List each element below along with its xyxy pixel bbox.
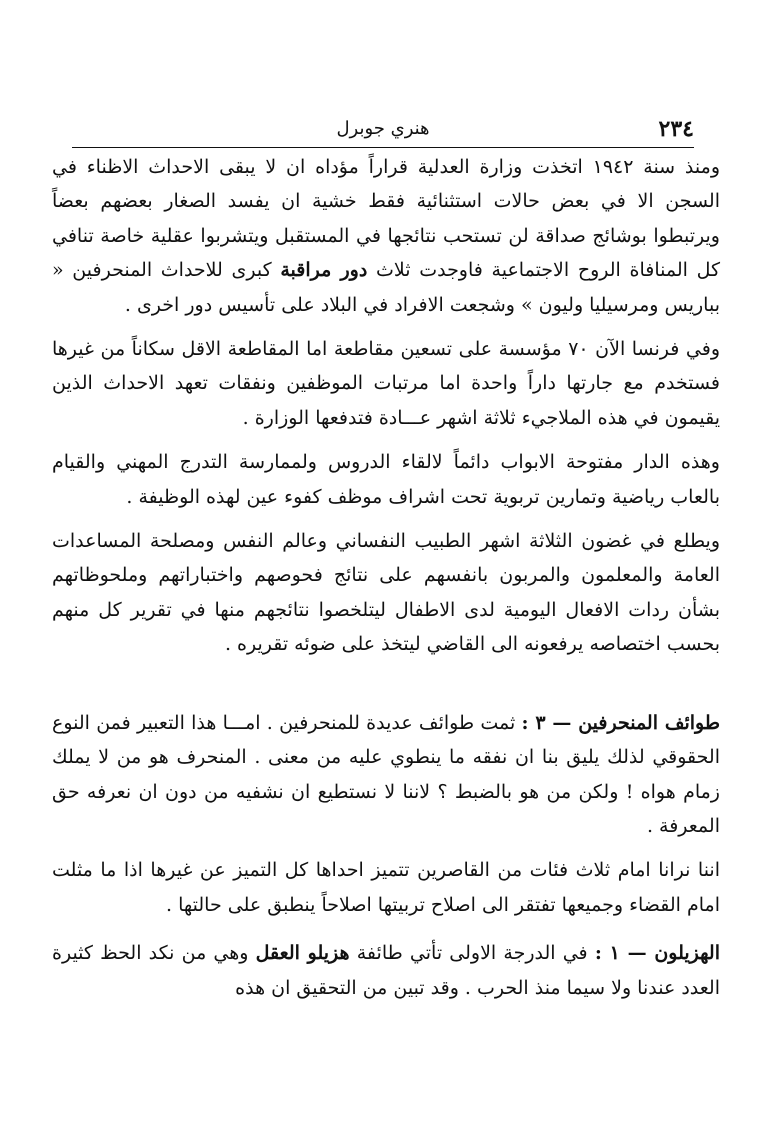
paragraph-house-activities bbox=[52, 445, 720, 514]
paragraph-text: في الدرجة الاولى تأتي طائفة bbox=[356, 942, 588, 965]
header-rule bbox=[72, 147, 694, 148]
paragraph-reports bbox=[52, 524, 720, 662]
page-body bbox=[52, 150, 720, 1005]
paragraph-observation-houses bbox=[52, 150, 720, 322]
section-heading-deviant-types: طوائف المنحرفين — ٣ : bbox=[521, 711, 720, 734]
page-number: ٢٣٤ bbox=[658, 116, 694, 142]
paragraph-feeble-minded bbox=[52, 936, 720, 1005]
paragraph-text: وفي فرنسا الآن ٧٠ مؤسسة على تسعين مقاطعة اما المقاطعة الاقل سكاناً من غيرها فستخدم مع جارتها داراً واحدة اما مرتبات الموظفين ونفقات تعهد الاحداث الذين يقيمون في هذه الملاجيء ثلاثة اشهر عـــادة فتدفعها الوزارة . bbox=[52, 338, 720, 429]
paragraph-institutions bbox=[52, 332, 720, 435]
section-heading-feeble-minded: الهزيلون — ١ : bbox=[594, 942, 720, 965]
bold-term-feeble-minded: هزيلو العقل bbox=[255, 942, 350, 965]
paragraph-text: اننا نرانا امام ثلاث فئات من القاصرين تتميز احداها كل التميز عن غيرها اذا ما مثلت امام القضاء وجميعها تفتقر الى اصلاح تربيتها اصلاحاً ينطبق على حالتها . bbox=[52, 859, 720, 916]
paragraph-deviant-types bbox=[52, 706, 720, 844]
paragraph-text: وهذه الدار مفتوحة الابواب دائماً لالقاء الدروس ولممارسة التدرج المهني والقيام بالعاب رياضية وتمارين تربوية تحت اشراف موظف كفوء عين لهذه الوظيفة . bbox=[52, 451, 720, 508]
paragraph-text: وهي من نكد الحظ كثيرة العدد عندنا ولا سيما منذ الحرب . وقد تبين من التحقيق ان هذه bbox=[52, 942, 720, 999]
bold-term-observation-houses: دور مراقبة bbox=[280, 259, 368, 282]
paragraph-text: ثمت طوائف عديدة للمنحرفين . امـــا هذا التعبير فمن النوع الحقوقي لذلك يليق بنا ان نفقه ما ينطوي عليه من معنى . المنحرف هو من لا يملك زمام هواه ! ولكن من هو بالضبط ؟ لاننا لا نستطيع ان نشفيه من دون ان نعرفه حق المعرفة . bbox=[52, 711, 720, 837]
paragraph-text: ومنذ سنة ١٩٤٢ اتخذت وزارة العدلية قراراً مؤداه ان لا يبقى الاحداث الاظناء في السجن الا في بعض حالات استثنائية فقط خشية ان يفسد الصغار بعضهم بعضاً ويرتبطوا بوشائج صداقة لن تستحب نتائجها في المستقبل ويتشربوا عقلية خاصة تنافي كل المنافاة الروح الاجتماعية فاوجدت ثلاث bbox=[52, 156, 721, 282]
paragraph-text: ويطلع في غضون الثلاثة اشهر الطبيب النفساني وعالم النفس ومصلحة المساعدات العامة والمعلمون والمربون بانفسهم على نتائج فحوصهم واختباراتهم وملحوظاتهم بشأن ردات الافعال اليومية لدى الاطفال ليتلخصوا نتائجهم منها في تقرير كل منهم بحسب اختصاصه يرفعونه الى القاضي ليتخذ على ضوئه تقريره . bbox=[52, 530, 720, 656]
page-header bbox=[72, 112, 694, 146]
paragraph-text: كبرى للاحداث المنحرفين « بباريس ومرسيليا وليون » وشجعت الافراد في البلاد على تأسيس دور اخرى . bbox=[52, 259, 720, 316]
paragraph-three-categories bbox=[52, 853, 720, 922]
running-title: هنري جوبرل bbox=[336, 118, 430, 139]
